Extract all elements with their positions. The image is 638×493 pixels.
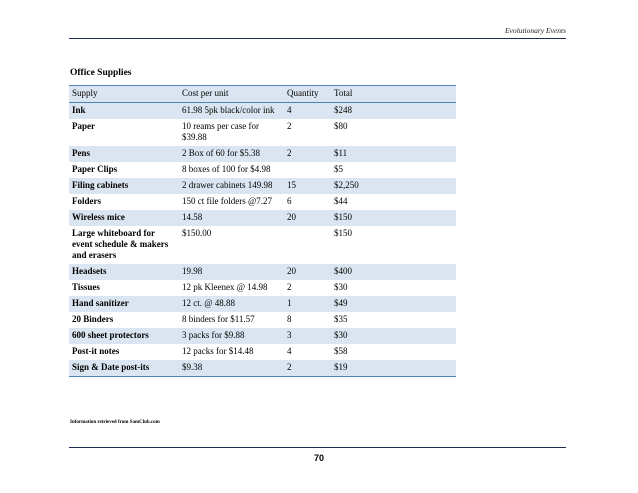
cell-cost-per-unit: 61.98 5pk black/color ink (182, 105, 275, 115)
cell-cost-per-unit: 19.98 (182, 266, 203, 276)
cell-cost-per-unit: 10 reams per case for $39.88 (182, 121, 259, 142)
column-header-quantity: Quantity (287, 88, 319, 98)
table-row (69, 119, 456, 146)
table-row (69, 210, 456, 226)
column-header-cost-per-unit: Cost per unit (182, 88, 229, 98)
cell-quantity: 6 (287, 196, 292, 206)
cell-cost-per-unit: 8 binders for $11.57 (182, 314, 255, 324)
source-footnote: Information retrieved from SamClub.com (70, 420, 160, 425)
cell-total: $150 (334, 228, 352, 238)
cell-cost-per-unit: 12 ct. @ 48.88 (182, 298, 236, 308)
cell-quantity: 4 (287, 105, 292, 115)
table-row (69, 194, 456, 210)
cell-supply: Filing cabinets (72, 180, 129, 190)
table-row (69, 328, 456, 344)
table-row (69, 162, 456, 178)
cell-cost-per-unit: 12 packs for $14.48 (182, 346, 254, 356)
table-row (69, 146, 456, 162)
cell-cost-per-unit: $150.00 (182, 228, 212, 238)
cell-supply: Ink (72, 105, 86, 115)
cell-cost-per-unit: 2 drawer cabinets 149.98 (182, 180, 273, 190)
cell-supply: Folders (72, 196, 101, 206)
cell-cost-per-unit: $9.38 (182, 362, 203, 372)
cell-cost-per-unit: 2 Box of 60 for $5.38 (182, 148, 260, 158)
cell-supply: Sign & Date post-its (72, 362, 150, 372)
cell-supply: Paper Clips (72, 164, 118, 174)
running-header: Evolutionary Events (504, 26, 566, 35)
table-row (69, 178, 456, 194)
cell-cost-per-unit: 8 boxes of 100 for $4.98 (182, 164, 271, 174)
table-header-row (69, 86, 456, 103)
table-row (69, 280, 456, 296)
cell-quantity: 1 (287, 298, 292, 308)
office-supplies-table (69, 85, 456, 377)
cell-total: $248 (334, 105, 352, 115)
cell-supply: Hand sanitizer (72, 298, 129, 308)
cell-supply: Tissues (72, 282, 100, 292)
table-row (69, 296, 456, 312)
table-row (69, 312, 456, 328)
cell-total: $44 (334, 196, 348, 206)
header-rule (69, 38, 566, 39)
cell-supply: Post-it notes (72, 346, 120, 356)
cell-total: $49 (334, 298, 348, 308)
table-row (69, 226, 456, 264)
cell-cost-per-unit: 12 pk Kleenex @ 14.98 (182, 282, 268, 292)
cell-total: $58 (334, 346, 348, 356)
cell-quantity: 4 (287, 346, 292, 356)
cell-quantity: 3 (287, 330, 292, 340)
column-header-supply: Supply (72, 88, 98, 98)
cell-total: $30 (334, 282, 348, 292)
table-body (69, 103, 456, 377)
cell-total: $150 (334, 212, 352, 222)
cell-total: $11 (334, 148, 348, 158)
table-row (69, 103, 456, 120)
cell-total: $35 (334, 314, 348, 324)
cell-total: $19 (334, 362, 348, 372)
cell-cost-per-unit: 14.58 (182, 212, 203, 222)
cell-total: $30 (334, 330, 348, 340)
cell-quantity: 2 (287, 282, 292, 292)
cell-supply: Paper (72, 121, 95, 131)
cell-total: $400 (334, 266, 352, 276)
cell-quantity: 2 (287, 148, 292, 158)
cell-quantity (284, 162, 331, 178)
cell-supply: Wireless mice (72, 212, 125, 222)
cell-quantity: 2 (287, 121, 292, 131)
cell-quantity: 20 (287, 212, 296, 222)
column-header-total: Total (334, 88, 353, 98)
cell-supply: 20 Binders (72, 314, 114, 324)
cell-quantity: 2 (287, 362, 292, 372)
cell-quantity: 20 (287, 266, 296, 276)
table-row (69, 360, 456, 377)
cell-supply: Pens (72, 148, 90, 158)
cell-supply: Large whiteboard for event schedule & makers and erasers (72, 228, 169, 260)
cell-quantity: 15 (287, 180, 296, 190)
cell-total: $5 (334, 164, 343, 174)
cell-quantity (284, 226, 331, 264)
table-row (69, 344, 456, 360)
section-title: Office Supplies (70, 68, 132, 78)
footer-rule (69, 447, 566, 448)
cell-total: $2,250 (334, 180, 359, 190)
cell-cost-per-unit: 3 packs for $9.88 (182, 330, 245, 340)
cell-supply: Headsets (72, 266, 107, 276)
cell-total: $80 (334, 121, 348, 131)
table-row (69, 264, 456, 280)
page-number: 70 (313, 453, 324, 463)
cell-quantity: 8 (287, 314, 292, 324)
cell-supply: 600 sheet protectors (72, 330, 149, 340)
cell-cost-per-unit: 150 ct file folders @7.27 (182, 196, 273, 206)
